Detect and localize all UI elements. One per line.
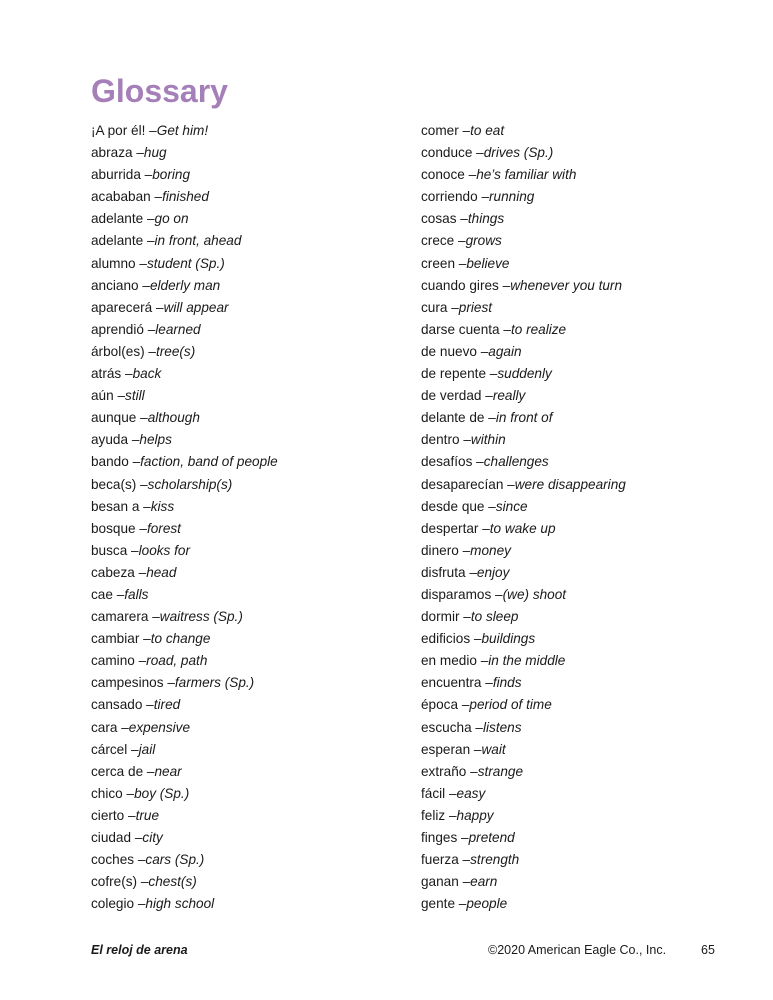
spanish-term: adelante (91, 211, 144, 227)
glossary-entry (421, 297, 751, 319)
glossary-entry (91, 672, 411, 694)
en-dash-separator (134, 852, 145, 867)
glossary-entry (421, 275, 751, 297)
english-translation: to eat (470, 123, 505, 138)
spanish-term: colegio (91, 896, 135, 912)
en-dash-separator (455, 256, 466, 271)
glossary-entry (91, 717, 411, 739)
spanish-term: extraño (421, 763, 467, 779)
footer-copyright: ©2020 American Eagle Co., Inc. (488, 943, 667, 957)
english-translation: things (467, 211, 505, 227)
en-dash-separator (481, 388, 492, 403)
spanish-term: disparamos (421, 586, 492, 602)
glossary-entry (91, 120, 411, 142)
english-translation: listens (482, 719, 522, 735)
en-dash-separator (458, 697, 469, 712)
spanish-term: beca(s) (91, 476, 137, 492)
spanish-term: cura (421, 299, 448, 315)
spanish-term: desde que (421, 498, 485, 514)
en-dash-separator (114, 388, 125, 403)
en-dash-separator (447, 300, 458, 315)
english-translation: helps (139, 432, 172, 448)
spanish-term: adelante (91, 233, 144, 249)
en-dash-separator (145, 344, 156, 359)
en-dash-separator (139, 631, 150, 646)
english-translation: to change (150, 631, 211, 647)
en-dash-separator (136, 521, 147, 536)
spanish-term: esperan (421, 741, 471, 757)
glossary-entry (421, 761, 751, 783)
spanish-term: aburrida (91, 167, 141, 183)
glossary-entry (91, 164, 411, 186)
english-translation: again (488, 343, 522, 359)
spanish-term: feliz (421, 807, 446, 823)
english-translation: since (495, 498, 528, 514)
english-translation: to wake up (489, 520, 556, 536)
glossary-entry (421, 805, 751, 827)
glossary-entry (91, 142, 411, 164)
en-dash-separator (139, 278, 150, 293)
glossary-entry (421, 518, 751, 540)
en-dash-separator (481, 675, 492, 690)
spanish-term: alumno (91, 255, 136, 271)
glossary-entry (91, 893, 411, 915)
en-dash-separator (127, 543, 138, 558)
en-dash-separator (117, 720, 128, 735)
glossary-entry (421, 849, 751, 871)
spanish-term: en medio (421, 653, 477, 669)
en-dash-separator (143, 233, 154, 248)
english-translation: running (489, 189, 535, 205)
english-translation: faction, band of people (140, 454, 278, 470)
spanish-term: época (421, 697, 459, 713)
english-translation: kiss (150, 498, 175, 514)
en-dash-separator (136, 256, 147, 271)
en-dash-separator (143, 211, 154, 226)
glossary-entry (421, 628, 751, 650)
english-translation: were disappearing (514, 476, 626, 492)
glossary-entry (91, 761, 411, 783)
en-dash-separator (460, 609, 471, 624)
english-translation: looks for (138, 542, 190, 558)
glossary-entry (91, 805, 411, 827)
english-translation: although (147, 410, 200, 426)
spanish-term: ciudad (91, 830, 132, 845)
english-translation: really (492, 388, 526, 404)
en-dash-separator (148, 609, 159, 624)
spanish-term: cerca de (91, 763, 144, 779)
spanish-term: anciano (91, 277, 139, 293)
english-translation: road, path (146, 653, 208, 669)
english-translation: chest(s) (148, 874, 197, 890)
english-translation: suddenly (497, 366, 552, 382)
en-dash-separator (466, 565, 477, 580)
english-translation: period of time (469, 697, 552, 713)
glossary-entry (91, 230, 411, 252)
english-translation: happy (456, 807, 494, 823)
english-translation: within (470, 432, 506, 448)
spanish-term: cofre(s) (91, 874, 138, 890)
spanish-term: de verdad (421, 388, 482, 404)
en-dash-separator (466, 764, 477, 779)
spanish-term: campesinos (91, 675, 164, 691)
glossary-entry (421, 540, 751, 562)
spanish-term: conoce (421, 167, 465, 183)
glossary-entry (91, 275, 411, 297)
english-translation: tree(s) (155, 343, 196, 359)
en-dash-separator (478, 189, 489, 204)
glossary-entry (421, 230, 751, 252)
en-dash-separator (472, 454, 483, 469)
glossary-entry (421, 407, 751, 429)
english-translation: still (125, 388, 145, 404)
english-translation: easy (456, 785, 486, 801)
english-translation: farmers (Sp.) (174, 675, 255, 691)
glossary-entry (91, 474, 411, 496)
spanish-term: cae (91, 586, 113, 602)
glossary-entry (91, 253, 411, 275)
glossary-entry (421, 142, 751, 164)
spanish-term: aprendió (91, 321, 144, 337)
glossary-entry (91, 739, 411, 761)
english-translation: tired (153, 697, 181, 713)
english-translation: falls (124, 586, 149, 602)
english-translation: boring (152, 167, 191, 183)
spanish-term: finges (421, 830, 458, 845)
en-dash-separator (144, 322, 155, 337)
english-translation: in front of (495, 410, 553, 426)
footer-book-title: El reloj de arena (91, 943, 188, 957)
glossary-entry (91, 496, 411, 518)
spanish-term: de repente (421, 366, 487, 382)
spanish-term: cambiar (91, 631, 140, 647)
english-translation: go on (154, 211, 189, 227)
glossary-entry (91, 319, 411, 341)
english-translation: high school (145, 896, 215, 912)
english-translation: priest (458, 299, 493, 315)
spanish-term: corriendo (421, 189, 478, 205)
glossary-entry (91, 518, 411, 540)
glossary-entry (91, 562, 411, 584)
en-dash-separator (477, 653, 488, 668)
en-dash-separator (128, 432, 139, 447)
spanish-term: ganan (421, 874, 459, 890)
english-translation: elderly man (149, 277, 221, 293)
en-dash-separator (151, 189, 162, 204)
english-translation: in the middle (488, 653, 566, 669)
english-translation: back (132, 366, 162, 382)
en-dash-separator (445, 808, 456, 823)
glossary-entry (421, 451, 751, 473)
glossary-entry (91, 694, 411, 716)
english-translation: forest (146, 520, 181, 536)
spanish-term: chico (91, 785, 123, 801)
en-dash-separator (133, 145, 144, 160)
en-dash-separator (486, 366, 497, 381)
glossary-entry (421, 164, 751, 186)
english-translation: in front, ahead (154, 233, 242, 249)
english-translation: waitress (Sp.) (159, 609, 243, 625)
spanish-term: cosas (421, 211, 457, 227)
en-dash-separator (485, 499, 496, 514)
en-dash-separator (136, 477, 147, 492)
spanish-term: fácil (421, 785, 446, 801)
english-translation: boy (Sp.) (134, 785, 190, 801)
english-translation: finds (492, 675, 522, 691)
spanish-term: abraza (91, 145, 133, 161)
english-translation: strange (477, 763, 524, 779)
english-translation: to sleep (470, 609, 519, 625)
en-dash-separator (485, 410, 496, 425)
glossary-entry (91, 429, 411, 451)
en-dash-separator (136, 410, 147, 425)
glossary-entry (91, 783, 411, 805)
glossary-entry (91, 584, 411, 606)
spanish-term: aunque (91, 410, 137, 426)
glossary-entry (421, 562, 751, 584)
glossary-entry (421, 186, 751, 208)
spanish-term: camarera (91, 609, 149, 625)
en-dash-separator (113, 587, 124, 602)
glossary-entry (421, 606, 751, 628)
en-dash-separator (455, 896, 466, 911)
spanish-term: crece (421, 233, 455, 249)
spanish-term: ¡A por él! (91, 123, 146, 138)
spanish-term: bosque (91, 520, 136, 536)
glossary-entry (421, 871, 751, 893)
english-translation: enjoy (476, 564, 510, 580)
en-dash-separator (145, 123, 156, 138)
spanish-term: cuando gires (421, 277, 499, 293)
en-dash-separator (131, 830, 142, 845)
glossary-entry (91, 849, 411, 871)
glossary-entry (421, 253, 751, 275)
en-dash-separator (137, 874, 148, 889)
english-translation: whenever you turn (510, 277, 623, 293)
spanish-term: coches (91, 852, 135, 868)
glossary-entry (91, 385, 411, 407)
glossary-entry (421, 783, 751, 805)
english-translation: challenges (483, 454, 549, 470)
english-translation: head (146, 564, 177, 580)
glossary-entry (421, 341, 751, 363)
glossary-entry (421, 717, 751, 739)
english-translation: true (135, 807, 160, 823)
english-translation: city (142, 830, 163, 845)
spanish-term: árbol(es) (91, 343, 145, 359)
spanish-term: escucha (421, 719, 472, 735)
english-translation: learned (155, 321, 201, 337)
glossary-entry (421, 363, 751, 385)
spanish-term: cárcel (91, 741, 128, 757)
glossary-entry (421, 739, 751, 761)
glossary-entry (91, 451, 411, 473)
en-dash-separator (164, 675, 175, 690)
spanish-term: fuerza (421, 852, 459, 868)
english-translation: money (470, 542, 511, 558)
en-dash-separator (457, 830, 468, 845)
en-dash-separator (123, 786, 134, 801)
glossary-entry (421, 584, 751, 606)
glossary-entry (421, 650, 751, 672)
spanish-term: dentro (421, 432, 460, 448)
en-dash-separator (477, 344, 488, 359)
glossary-column-left (91, 120, 411, 915)
en-dash-separator (500, 322, 511, 337)
glossary-entry (421, 319, 751, 341)
en-dash-separator (143, 764, 154, 779)
english-translation: people (466, 896, 508, 912)
glossary-entry (91, 606, 411, 628)
english-translation: drives (Sp.) (483, 145, 554, 161)
en-dash-separator (141, 167, 152, 182)
en-dash-separator (503, 477, 514, 492)
en-dash-separator (134, 896, 145, 911)
en-dash-separator (459, 874, 470, 889)
glossary-entry (421, 474, 751, 496)
glossary-entry (421, 496, 751, 518)
glossary-entry (91, 407, 411, 429)
english-translation: hug (143, 145, 167, 161)
en-dash-separator (135, 565, 146, 580)
glossary-entry (91, 827, 411, 849)
english-translation: he’s familiar with (476, 167, 577, 183)
spanish-term: desafíos (421, 454, 473, 470)
spanish-term: comer (421, 123, 459, 138)
en-dash-separator (459, 852, 470, 867)
en-dash-separator (465, 167, 476, 182)
english-translation: grows (465, 233, 502, 249)
en-dash-separator (139, 499, 150, 514)
glossary-entry (421, 429, 751, 451)
glossary-entry (91, 186, 411, 208)
glossary-entry (91, 871, 411, 893)
en-dash-separator (472, 145, 483, 160)
english-translation: to realize (510, 321, 567, 337)
english-translation: (we) shoot (502, 586, 567, 602)
english-translation: strength (470, 852, 520, 868)
spanish-term: cara (91, 719, 118, 735)
glossary-entry (91, 208, 411, 230)
glossary-entry (91, 297, 411, 319)
english-translation: scholarship(s) (147, 476, 233, 492)
glossary-entry (91, 650, 411, 672)
glossary-entry (421, 385, 751, 407)
en-dash-separator (127, 742, 138, 757)
english-translation: expensive (128, 719, 191, 735)
en-dash-separator (135, 653, 146, 668)
en-dash-separator (454, 233, 465, 248)
glossary-entry (421, 694, 751, 716)
page-title: Glossary (91, 73, 228, 109)
spanish-term: aparecerá (91, 299, 153, 315)
spanish-term: dinero (421, 542, 459, 558)
en-dash-separator (457, 211, 468, 226)
glossary-entry (91, 540, 411, 562)
english-translation: finished (162, 189, 209, 205)
spanish-term: edificios (421, 631, 471, 647)
spanish-term: atrás (91, 366, 122, 382)
page-number: 65 (701, 943, 715, 957)
spanish-term: acababan (91, 189, 151, 205)
english-translation: earn (470, 874, 498, 890)
spanish-term: dormir (421, 609, 460, 625)
en-dash-separator (121, 366, 132, 381)
glossary-entry (91, 341, 411, 363)
en-dash-separator (129, 454, 140, 469)
spanish-term: aún (91, 388, 114, 404)
spanish-term: cierto (91, 807, 125, 823)
english-translation: student (Sp.) (146, 255, 225, 271)
english-translation: will appear (163, 299, 229, 315)
en-dash-separator (152, 300, 163, 315)
english-translation: Get him! (156, 123, 209, 138)
en-dash-separator (445, 786, 456, 801)
en-dash-separator (470, 742, 481, 757)
en-dash-separator (470, 631, 481, 646)
spanish-term: busca (91, 542, 128, 558)
en-dash-separator (459, 543, 470, 558)
english-translation: near (154, 763, 182, 779)
spanish-term: de nuevo (421, 343, 477, 359)
en-dash-separator (460, 432, 471, 447)
glossary-entry (421, 120, 751, 142)
en-dash-separator (459, 123, 470, 138)
spanish-term: delante de (421, 410, 485, 426)
glossary-column-right (421, 120, 751, 915)
english-translation: wait (481, 741, 506, 757)
en-dash-separator (499, 278, 510, 293)
spanish-term: camino (91, 653, 135, 669)
glossary-entry (421, 827, 751, 849)
spanish-term: darse cuenta (421, 321, 500, 337)
glossary-entry (421, 893, 751, 915)
english-translation: buildings (481, 631, 536, 647)
spanish-term: encuentra (421, 675, 482, 691)
glossary-entry (421, 672, 751, 694)
spanish-term: ayuda (91, 432, 129, 448)
spanish-term: conduce (421, 145, 473, 161)
spanish-term: desaparecían (421, 476, 504, 492)
english-translation: jail (138, 741, 156, 757)
glossary-entry (91, 628, 411, 650)
en-dash-separator (124, 808, 135, 823)
english-translation: believe (466, 255, 510, 271)
en-dash-separator (142, 697, 153, 712)
english-translation: cars (Sp.) (145, 852, 205, 868)
spanish-term: bando (91, 454, 129, 470)
spanish-term: cabeza (91, 564, 135, 580)
glossary-entry (91, 363, 411, 385)
spanish-term: gente (421, 896, 456, 912)
spanish-term: creen (421, 255, 456, 271)
spanish-term: despertar (421, 520, 479, 536)
spanish-term: disfruta (421, 564, 466, 580)
glossary-entry (421, 208, 751, 230)
spanish-term: cansado (91, 697, 143, 713)
en-dash-separator (478, 521, 489, 536)
en-dash-separator (491, 587, 502, 602)
en-dash-separator (472, 720, 483, 735)
english-translation: pretend (468, 830, 515, 845)
spanish-term: besan a (91, 498, 140, 514)
